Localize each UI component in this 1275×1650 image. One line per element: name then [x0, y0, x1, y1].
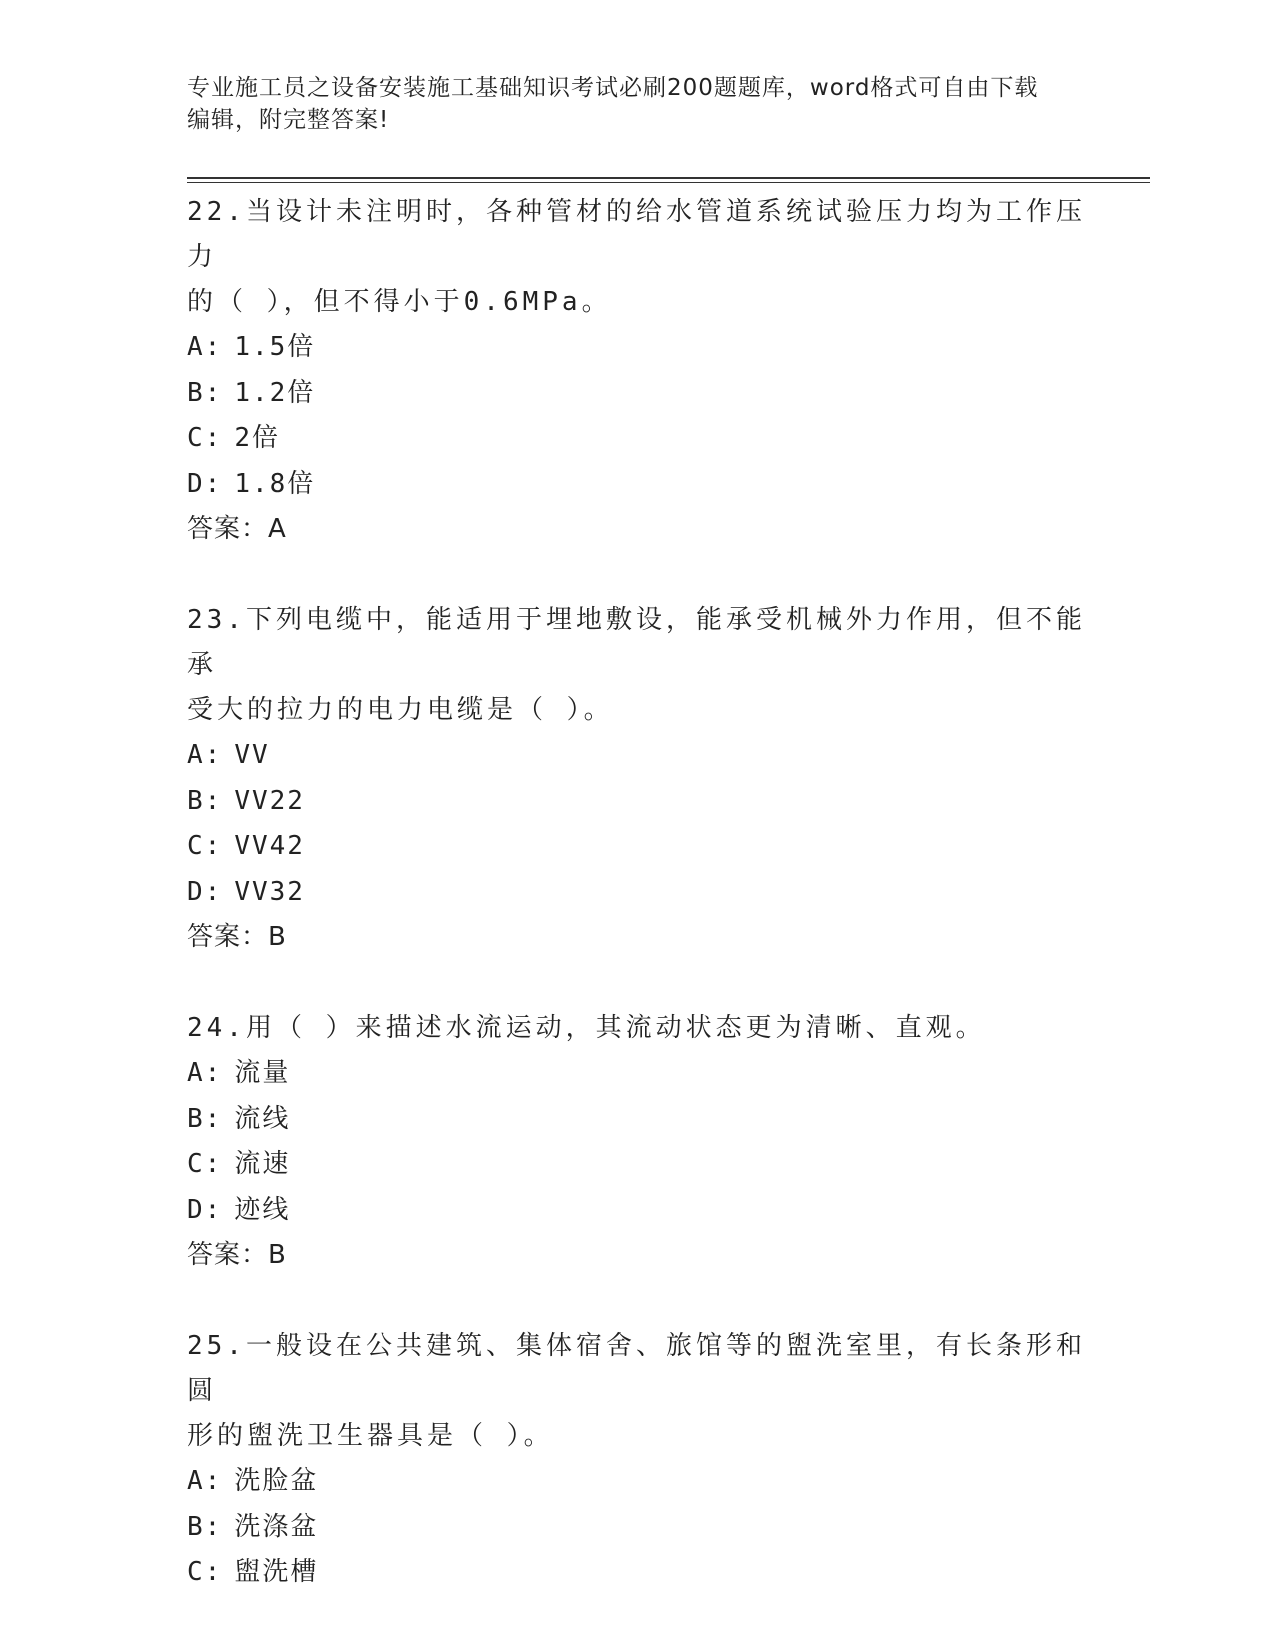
option-a [187, 733, 1087, 779]
option-text: VV22 [234, 785, 305, 816]
option-text: VV32 [234, 876, 305, 907]
option-c [187, 416, 1087, 462]
option-a [187, 1051, 1087, 1097]
question-stem: 25.一般设在公共建筑、集体宿舍、旅馆等的盥洗室里，有长条形和圆 [187, 1331, 1086, 1406]
option-letter: C: [187, 831, 223, 861]
option-letter: A: [187, 1058, 223, 1088]
option-letter: A: [187, 1466, 223, 1496]
question-list [187, 190, 1087, 1642]
option-text: VV42 [234, 831, 305, 861]
option-letter: B: [187, 785, 223, 816]
question-stem: 23.下列电缆中，能适用于埋地敷设，能承受机械外力作用，但不能承 [187, 605, 1086, 680]
question-25 [187, 1324, 1087, 1596]
question-22 [187, 190, 1087, 552]
option-c [187, 1550, 1087, 1596]
option-letter: C: [187, 423, 223, 453]
answer-line: 答案：A [187, 514, 287, 544]
option-letter: C: [187, 1149, 223, 1179]
option-b [187, 1505, 1087, 1551]
header-line-1: 专业施工员之设备安装施工基础知识考试必刷200题题库，word格式可自由下载 [187, 75, 1039, 101]
option-text: 洗涤盆 [234, 1511, 319, 1542]
option-a [187, 325, 1087, 371]
option-letter: B: [187, 1511, 223, 1542]
option-letter: B: [187, 1103, 223, 1134]
answer-line: 答案：B [187, 922, 287, 952]
question-stem-continued: 的（ ），但不得小于0.6MPa。 [187, 287, 612, 317]
option-letter: D: [187, 1194, 223, 1225]
header-divider-thick [187, 177, 1150, 179]
option-text: 2倍 [234, 423, 280, 453]
option-c [187, 1142, 1087, 1188]
question-stem-continued: 形的盥洗卫生器具是（ ）。 [187, 1421, 554, 1451]
option-b [187, 1097, 1087, 1143]
option-b [187, 779, 1087, 825]
question-23 [187, 598, 1087, 960]
option-text: 流线 [234, 1103, 291, 1134]
answer-line: 答案：B [187, 1240, 287, 1270]
document-header [187, 72, 1067, 136]
option-c [187, 824, 1087, 870]
option-text: 1.2倍 [234, 377, 316, 408]
header-divider-thin [187, 182, 1150, 183]
option-letter: A: [187, 332, 223, 362]
option-text: 1.8倍 [234, 468, 316, 499]
question-stem-continued: 受大的拉力的电力电缆是（ ）。 [187, 695, 614, 725]
option-d [187, 1188, 1087, 1234]
option-text: 迹线 [234, 1194, 291, 1225]
option-text: 流速 [234, 1149, 291, 1179]
option-text: 流量 [234, 1058, 291, 1088]
option-text: 盥洗槽 [234, 1557, 319, 1587]
option-letter: C: [187, 1557, 223, 1587]
question-stem: 24.用（ ）来描述水流运动，其流动状态更为清晰、直观。 [187, 1013, 986, 1043]
option-text: 洗脸盆 [234, 1466, 319, 1496]
option-d [187, 870, 1087, 916]
option-d [187, 462, 1087, 508]
question-stem: 22.当设计未注明时，各种管材的给水管道系统试验压力均为工作压力 [187, 197, 1086, 272]
option-b [187, 371, 1087, 417]
header-line-2: 编辑，附完整答案! [187, 107, 390, 133]
question-24 [187, 1006, 1087, 1278]
option-letter: A: [187, 740, 223, 770]
option-letter: D: [187, 468, 223, 499]
option-a [187, 1459, 1087, 1505]
option-letter: B: [187, 377, 223, 408]
option-letter: D: [187, 876, 223, 907]
option-text: VV [234, 740, 270, 770]
option-text: 1.5倍 [234, 332, 316, 362]
